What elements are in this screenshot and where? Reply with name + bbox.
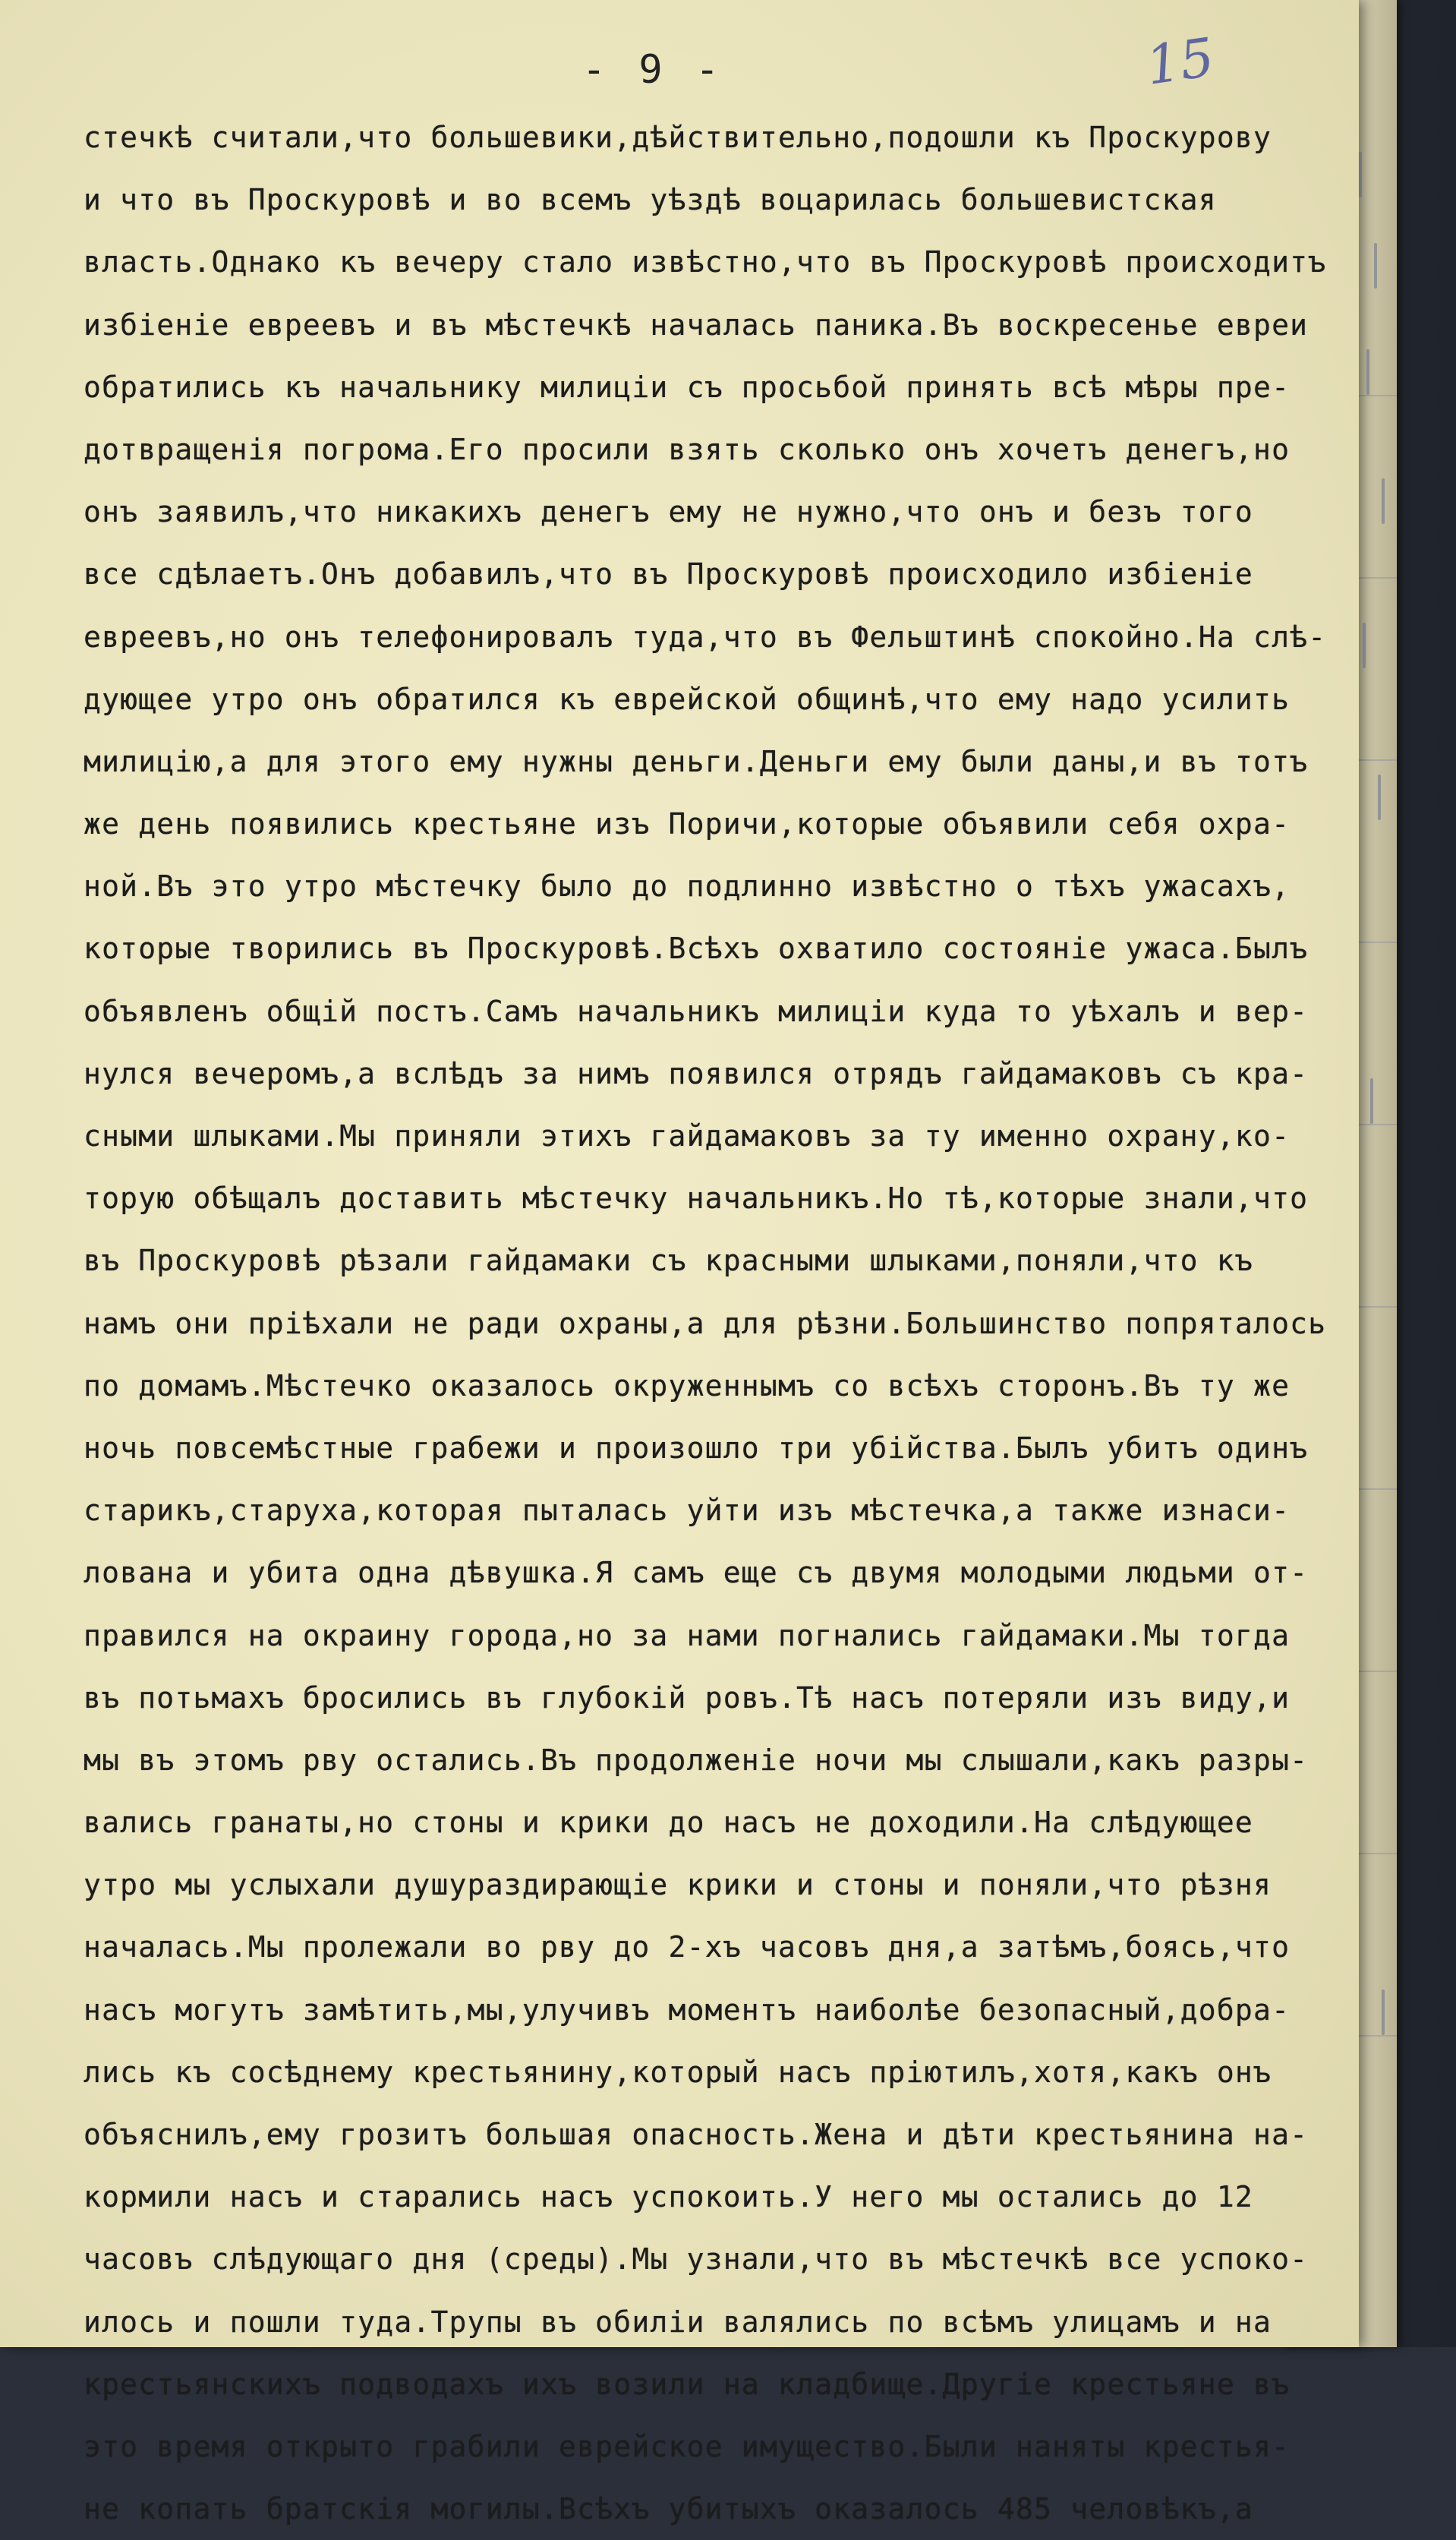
text-line: которые творились въ Проскуровѣ.Всѣхъ охватило состоянiе ужаса.Былъ (84, 932, 1309, 966)
text-line: же день появились крестьяне изъ Поричи,которые объявили себя охра- (84, 807, 1291, 841)
pencil-tick (1382, 1989, 1385, 2035)
text-line: часовъ слѣдующаго дня (среды).Мы узнали,что въ мѣстечкѣ все успоко- (84, 2242, 1309, 2277)
text-line: и что въ Проскуровѣ и во всемъ уѣздѣ воцарилась большевистская (84, 183, 1217, 217)
page-number: - 9 - (581, 47, 724, 93)
text-line: намъ они прiѣхали не ради охраны,а для рѣзни.Большинство попряталось (84, 1306, 1327, 1340)
pencil-tick (1378, 775, 1381, 820)
pencil-tick (1374, 243, 1377, 289)
pencil-tick (1359, 152, 1362, 197)
text-line: крестьянскихъ подводахъ ихъ возили на кладбище.Другiе крестьяне въ (84, 2367, 1291, 2401)
text-line: дотвращенiя погрома.Его просили взять сколько онъ хочетъ денегъ,но (84, 432, 1291, 466)
text-line: милицiю,а для этого ему нужны деньги.Деньги ему были даны,и въ тотъ (84, 744, 1309, 778)
text-line: лована и убита одна дѣвушка.Я самъ еще съ двумя молодыми людьми от- (84, 1556, 1309, 1590)
text-line: ночь повсемѣстные грабежи и произошло три убiйства.Былъ убитъ одинъ (84, 1431, 1309, 1465)
text-line: власть.Однако къ вечеру стало извѣстно,что въ Проскуровѣ происходитъ (84, 245, 1327, 279)
pencil-tick (1382, 478, 1385, 524)
handwritten-page-mark: 15 (1142, 26, 1218, 97)
text-line: обратились къ начальнику милицiи съ просьбой принять всѣ мѣры пре- (84, 370, 1291, 404)
text-line: стечкѣ считали,что большевики,дѣйствительно,подошли къ Проскурову (84, 121, 1272, 154)
text-line: мы въ этомъ рву остались.Въ продолженiе ночи мы слышали,какъ разры- (84, 1743, 1309, 1777)
text-line: правился на окраину города,но за нами погнались гайдамаки.Мы тогда (84, 1618, 1291, 1652)
text-line: илось и пошли туда.Трупы въ обилiи валялись по всѣмъ улицамъ и на (84, 2305, 1272, 2339)
text-line: утро мы услыхали душураздирающiе крики и стоны и поняли,что рѣзня (84, 1868, 1272, 1902)
text-line: въ потьмахъ бросились въ глубокiй ровъ.Тѣ насъ потеряли изъ виду,и (84, 1680, 1291, 1715)
pencil-tick (1366, 349, 1369, 395)
text-line: дующее утро онъ обратился къ еврейской общинѣ,что ему надо усилить (84, 682, 1291, 716)
text-line: вались гранаты,но стоны и крики до насъ не доходили.На слѣдующее (84, 1806, 1253, 1840)
body-text (84, 106, 1327, 2540)
text-line: это время открыто грабили еврейское имущество.Были наняты крестья- (84, 2429, 1291, 2463)
text-line: объявленъ общiй постъ.Самъ начальникъ милицiи куда то уѣхалъ и вер- (84, 994, 1309, 1028)
pencil-tick (1363, 623, 1366, 668)
text-line: старикъ,старуха,которая пыталась уйти изъ мѣстечка,а также изнаси- (84, 1494, 1291, 1528)
pencil-tick (1370, 1078, 1373, 1124)
text-line: лись къ сосѣднему крестьянину,который насъ прiютилъ,хотя,какъ онъ (84, 2055, 1272, 2089)
text-line: объяснилъ,ему грозитъ большая опасность.Жена и дѣти крестьянина на- (84, 2118, 1309, 2151)
text-line: въ Проскуровѣ рѣзали гайдамаки съ красными шлыками,поняли,что къ (84, 1244, 1253, 1278)
text-line: кормили насъ и старались насъ успокоить.У него мы остались до 12 (84, 2180, 1253, 2214)
text-line: началась.Мы пролежали во рву до 2-хъ часовъ дня,а затѣмъ,боясь,что (84, 1930, 1291, 1964)
pencil-margin-marks (1336, 152, 1427, 2126)
text-line: ной.Въ это утро мѣстечку было до подлинно извѣстно о тѣхъ ужасахъ, (84, 869, 1291, 904)
text-line: онъ заявилъ,что никакихъ денегъ ему не нужно,что онъ и безъ того (84, 495, 1253, 529)
text-line: торую обѣщалъ доставить мѣстечку начальникъ.Но тѣ,которые знали,что (84, 1182, 1309, 1216)
text-line: все сдѣлаетъ.Онъ добавилъ,что въ Проскуровѣ происходило избiенiе (84, 557, 1253, 592)
text-line: по домамъ.Мѣстечко оказалось окруженнымъ со всѣхъ сторонъ.Въ ту же (84, 1368, 1291, 1403)
text-line: нулся вечеромъ,а вслѣдъ за нимъ появился отрядъ гайдамаковъ съ кра- (84, 1056, 1309, 1090)
text-line: насъ могутъ замѣтить,мы,улучивъ моментъ наиболѣе безопасный,добра- (84, 1993, 1291, 2027)
text-line: сными шлыками.Мы приняли этихъ гайдамаковъ за ту именно охрану,ко- (84, 1119, 1291, 1153)
text-line: не копать братскiя могилы.Всѣхъ убитыхъ оказалось 485 человѣкъ,а (84, 2492, 1253, 2526)
text-line: евреевъ,но онъ телефонировалъ туда,что въ Фельштинѣ спокойно.На слѣ- (84, 620, 1327, 654)
text-line: избiенiе евреевъ и въ мѣстечкѣ началась паника.Въ воскресенье евреи (84, 308, 1309, 342)
